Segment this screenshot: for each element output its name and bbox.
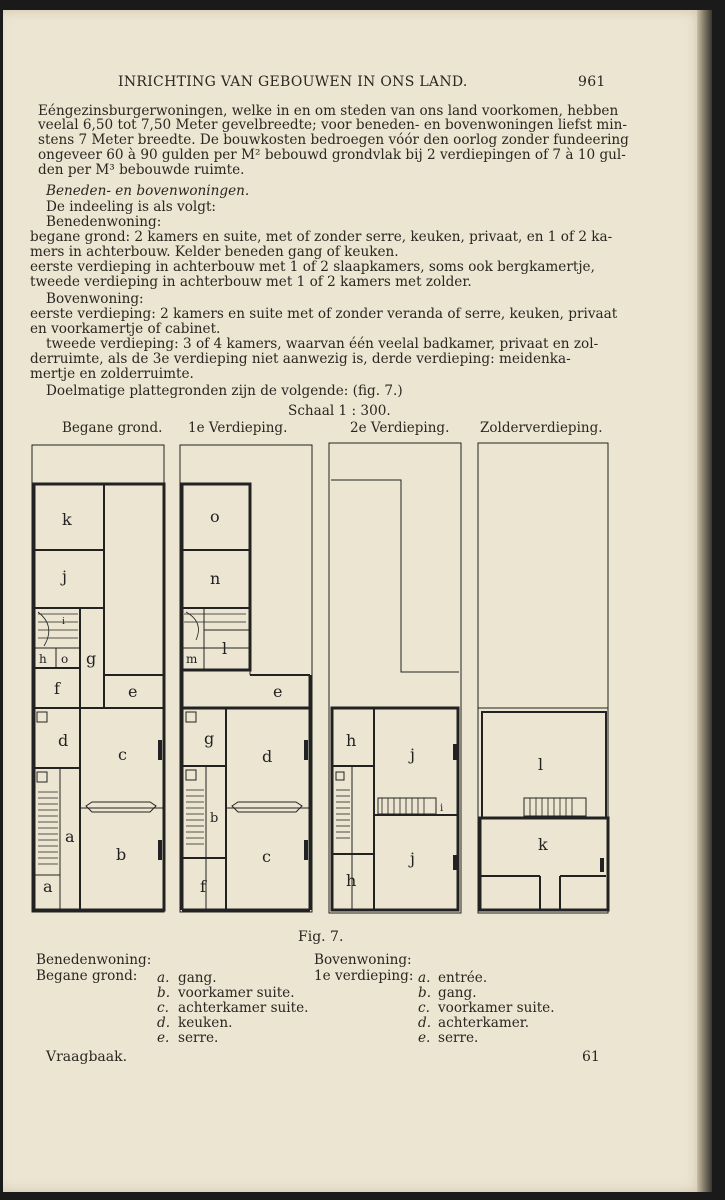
- plan-title-second: 2e Verdieping.: [350, 420, 450, 436]
- room-label: n: [210, 569, 221, 588]
- figure-caption: Fig. 7.: [298, 929, 344, 945]
- legend-text: serre.: [178, 1030, 219, 1046]
- room-label: o: [61, 652, 69, 666]
- body-line: tweede verdieping: 3 of 4 kamers, waarvan één veelal badkamer, privaat en zol-: [46, 336, 599, 352]
- room-label: k: [62, 510, 72, 529]
- legend-key: b.: [157, 985, 171, 1001]
- legend-text: achterkamer suite.: [178, 1000, 309, 1016]
- plan-title-ground: Begane grond.: [62, 420, 163, 436]
- running-head: INRICHTING VAN GEBOUWEN IN ONS LAND.: [118, 74, 468, 90]
- body-line: veelal 6,50 tot 7,50 Meter gevelbreedte; voor beneden- en bovenwoningen liefst min-: [38, 117, 627, 133]
- room-label: j: [62, 567, 67, 586]
- body-line: eerste verdieping: 2 kamers en suite met of zonder veranda of serre, keuken, privaat: [30, 306, 618, 322]
- legend-text: serre.: [438, 1030, 479, 1046]
- room-label: a: [43, 877, 53, 896]
- legend-key: a.: [157, 970, 170, 986]
- legend-key: d.: [418, 1015, 432, 1031]
- plan-first-floor: [180, 445, 312, 912]
- legend-text: keuken.: [178, 1015, 233, 1031]
- room-label: m: [186, 652, 198, 666]
- body-line: Eéngezinsburgerwoningen, welke in en om steden van ons land voorkomen, hebben: [38, 103, 619, 119]
- plan-second-floor: [329, 443, 461, 913]
- body-line: stens 7 Meter breedte. De bouwkosten bedroegen vóór den oorlog zonder fundeering: [38, 132, 629, 148]
- room-label: o: [210, 507, 220, 526]
- plan-title-attic: Zolderverdieping.: [480, 420, 603, 436]
- legend-key: d.: [157, 1015, 171, 1031]
- body-line: begane grond: 2 kamers en suite, met of zonder serre, keuken, privaat, en 1 of 2 ka-: [30, 229, 613, 245]
- room-label: c: [262, 847, 271, 866]
- body-line: De indeeling is als volgt:: [46, 199, 216, 215]
- plan1-labels: [39, 510, 137, 896]
- room-label: j: [410, 849, 415, 868]
- footer-left: Vraagbaak.: [46, 1049, 128, 1065]
- room-label: d: [262, 747, 273, 766]
- footer-right: 61: [582, 1049, 600, 1065]
- legend-key: c.: [418, 1000, 430, 1016]
- body-line: eerste verdieping in achterbouw met 1 of 2 slaapkamers, soms ook bergkamertje,: [30, 259, 595, 275]
- legend-key: a.: [418, 970, 431, 986]
- room-label: e: [273, 682, 283, 701]
- legend-left-heading: Benedenwoning:: [36, 952, 152, 968]
- body-line: tweede verdieping in achterbouw met 1 of 2 kamers met zolder.: [30, 274, 472, 290]
- room-label: h: [346, 871, 357, 890]
- legend-key: c.: [157, 1000, 169, 1016]
- body-line: mertje en zolderruimte.: [30, 366, 194, 382]
- room-label: h: [39, 652, 47, 666]
- legend-text: gang.: [438, 985, 477, 1001]
- room-label: b: [116, 845, 127, 864]
- room-label: e: [128, 682, 138, 701]
- body-line: derruimte, als de 3e verdieping niet aanwezig is, derde verdieping: meidenka-: [30, 351, 571, 367]
- room-label: j: [410, 745, 415, 764]
- room-label: b: [210, 811, 219, 826]
- section-heading: Beneden- en bovenwoningen.: [46, 183, 250, 199]
- room-label: l: [222, 639, 228, 658]
- body-line: Bovenwoning:: [46, 291, 144, 307]
- room-label: g: [86, 649, 97, 668]
- page-number: 961: [578, 74, 606, 90]
- room-label: d: [58, 731, 69, 750]
- room-label: g: [204, 729, 215, 748]
- legend-text: voorkamer suite.: [178, 985, 295, 1001]
- legend-key: e.: [157, 1030, 170, 1046]
- body-line: ongeveer 60 à 90 gulden per M² bebouwd grondvlak bij 2 verdiepingen of 7 à 10 gul-: [38, 147, 626, 163]
- plan4-labels: [538, 755, 548, 854]
- plan-ground-floor: [32, 445, 164, 912]
- room-label: k: [538, 835, 548, 854]
- room-label: f: [200, 877, 206, 896]
- figure-scale: Schaal 1 : 300.: [288, 403, 391, 419]
- legend-right-heading: Bovenwoning:: [314, 952, 412, 968]
- room-label: a: [65, 827, 75, 846]
- room-label: f: [54, 679, 60, 698]
- legend-right-sub: 1e verdieping:: [314, 968, 414, 984]
- body-line: Doelmatige plattegronden zijn de volgende: (fig. 7.): [46, 383, 403, 399]
- room-label: h: [346, 731, 357, 750]
- plan-title-first: 1e Verdieping.: [188, 420, 288, 436]
- body-line: en voorkamertje of cabinet.: [30, 321, 221, 337]
- plan3-labels: [346, 731, 443, 890]
- room-label: i: [62, 617, 65, 627]
- legend-text: voorkamer suite.: [438, 1000, 555, 1016]
- legend-text: achterkamer.: [438, 1015, 530, 1031]
- body-line: den per M³ bebouwde ruimte.: [38, 162, 245, 178]
- body-line: mers in achterbouw. Kelder beneden gang of keuken.: [30, 244, 399, 260]
- legend-text: entrée.: [438, 970, 488, 986]
- legend-key: e.: [418, 1030, 431, 1046]
- room-label: c: [118, 745, 127, 764]
- legend-left-sub: Begane grond:: [36, 968, 138, 984]
- room-label: i: [440, 803, 444, 814]
- room-label: l: [538, 755, 544, 774]
- legend-key: b.: [418, 985, 432, 1001]
- legend-text: gang.: [178, 970, 217, 986]
- body-line: Benedenwoning:: [46, 214, 162, 230]
